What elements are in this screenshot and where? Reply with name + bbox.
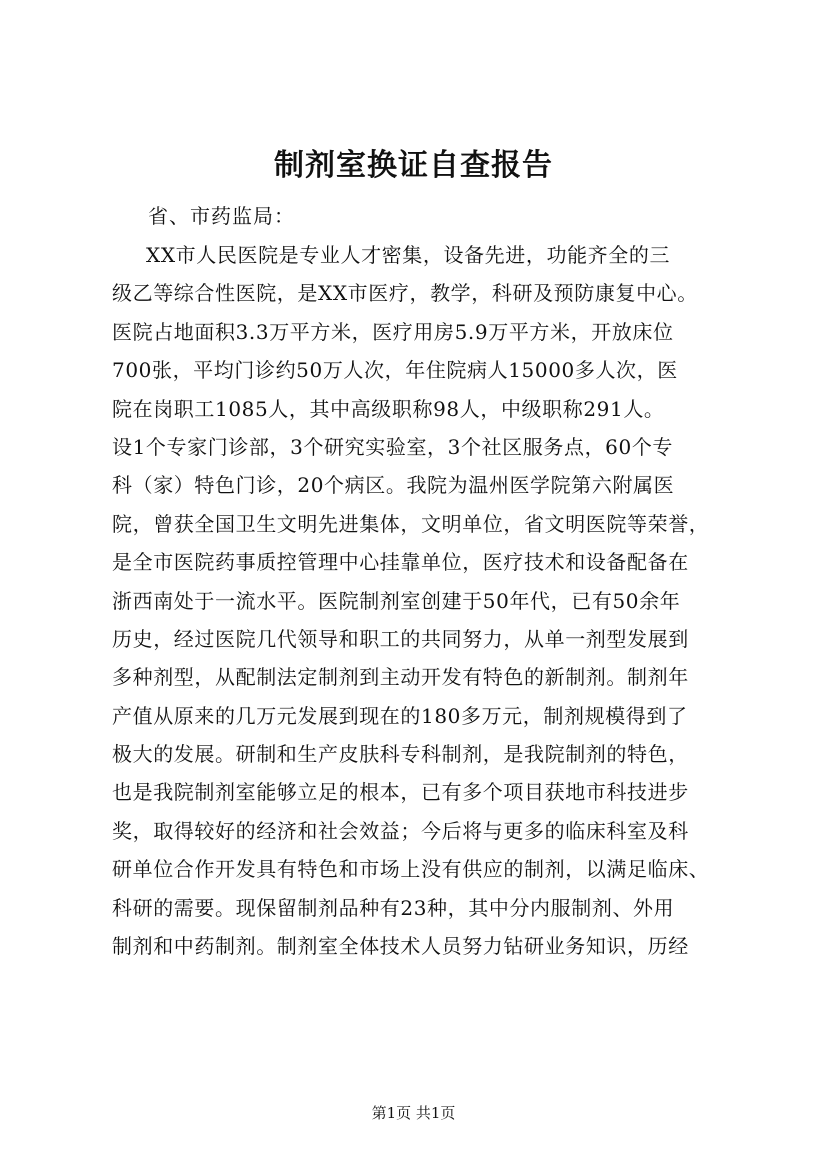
body-line: 奖，取得较好的经济和社会效益；今后将与更多的临床科室及科 — [112, 818, 689, 843]
page-footer: 第1页 共1页 — [371, 1104, 456, 1122]
body-line: 院在岗职工1085人，其中高级职称98人，中级职称291人。 — [112, 396, 665, 421]
body-line: 是全市医院药事质控管理中心挂靠单位，医疗技术和设备配备在 — [112, 550, 689, 575]
body-line: 也是我院制剂室能够立足的根本，已有多个项目获地市科技进步 — [112, 780, 689, 805]
body-line: 研单位合作开发具有特色和市场上没有供应的制剂，以满足临床、 — [112, 857, 710, 882]
body-line: 科研的需要。现保留制剂品种有23种，其中分内服制剂、外用 — [112, 895, 675, 920]
document-title: 制剂室换证自查报告 — [274, 148, 553, 183]
body-line: 极大的发展。研制和生产皮肤科专科制剂，是我院制剂的特色， — [112, 742, 689, 767]
body-line: 浙西南处于一流水平。医院制剂室创建于50年代，已有50余年 — [112, 588, 681, 613]
body-text — [112, 236, 722, 965]
body-line: 多种剂型，从配制法定制剂到主动开发有特色的新制剂。制剂年 — [112, 665, 689, 690]
body-line: 级乙等综合性医院，是XX市医疗，教学，科研及预防康复中心。 — [112, 281, 698, 306]
body-line: 医院占地面积3.3万平方米，医疗用房5.9万平方米，开放床位 — [112, 319, 674, 344]
body-line: 制剂和中药制剂。制剂室全体技术人员努力钻研业务知识，历经 — [112, 934, 689, 959]
body-line: 700张，平均门诊约50万人次，年住院病人15000多人次，医 — [112, 358, 678, 383]
salutation: 省、市药监局： — [148, 204, 295, 228]
body-line: 历史，经过医院几代领导和职工的共同努力，从单一剂型发展到 — [112, 626, 689, 651]
body-line: 科（家）特色门诊，20个病区。我院为温州医学院第六附属医 — [112, 473, 675, 498]
body-line: 院，曾获全国卫生文明先进集体，文明单位，省文明医院等荣誉， — [112, 511, 710, 536]
body-line: 产值从原来的几万元发展到现在的180多万元，制剂规模得到了 — [112, 703, 688, 728]
body-line: 设1个专家门诊部，3个研究实验室，3个社区服务点，60个专 — [112, 434, 674, 459]
body-line: XX市人民医院是专业人才密集，设备先进，功能齐全的三 — [146, 243, 671, 267]
